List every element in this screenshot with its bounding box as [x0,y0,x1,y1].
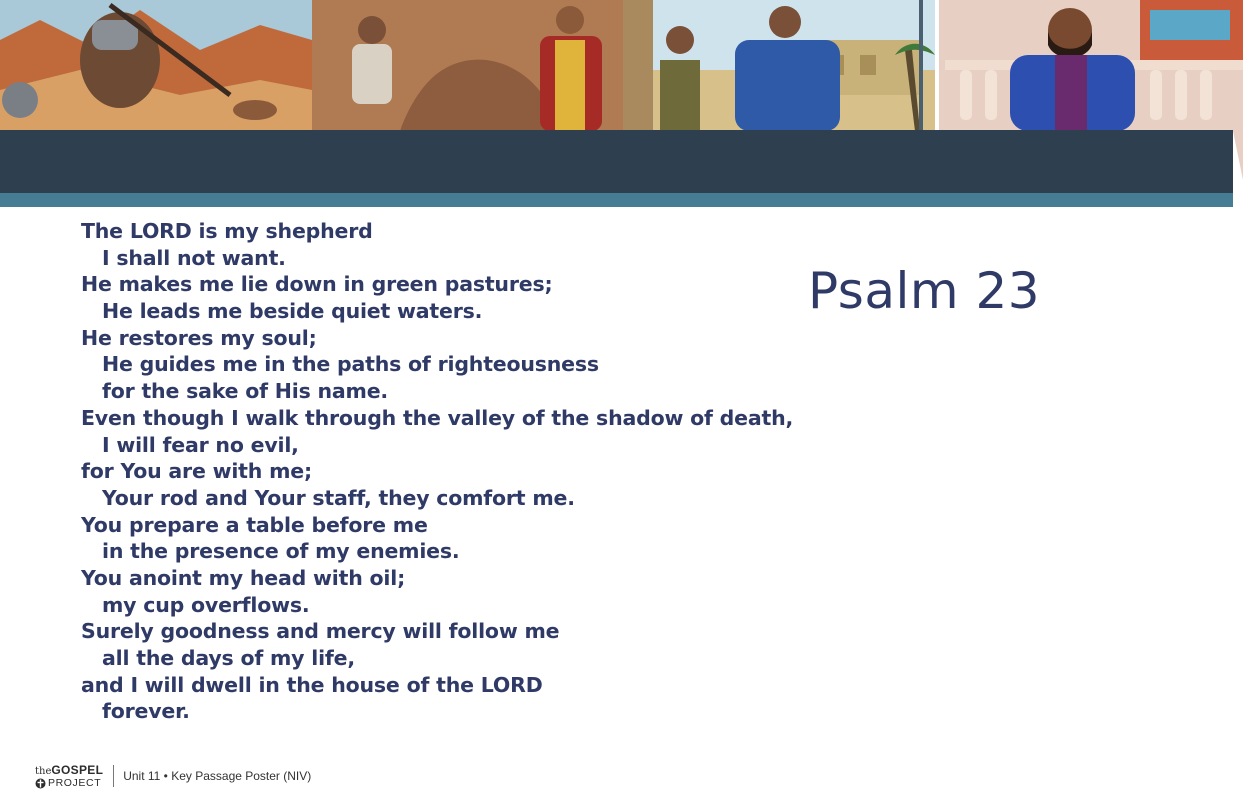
passage-line: and I will dwell in the house of the LORD [81,672,543,697]
logo-project: PROJECT [48,776,102,789]
passage-line: You prepare a table before me [81,512,428,537]
logo-the: the [35,765,52,777]
passage-line: The LORD is my shepherd [81,219,373,243]
banner-panel-city [623,0,935,131]
passage-line: Even though I walk through the valley of the shadow of death, [81,405,794,430]
passage-line: forever. [102,699,190,724]
banner-panel-cave [312,0,623,131]
gospel-project-logo [35,764,103,789]
passage-line: He makes me lie down in green pastures; [81,272,553,297]
footer-divider [113,765,114,787]
banner-panel-battle [0,0,312,131]
passage-line: I will fear no evil, [102,432,299,457]
key-passage-text [81,218,901,725]
logo-gospel: GOSPEL [51,762,104,777]
passage-line: my cup overflows. [102,592,310,617]
footer [35,762,311,790]
poster-title: Psalm 23 [808,262,1041,320]
passage-line: Surely goodness and mercy will follow me [81,619,560,644]
passage-line: in the presence of my enemies. [102,539,460,564]
passage-line: for the sake of His name. [102,379,388,404]
passage-line: I shall not want. [102,245,286,270]
passage-line: Your rod and Your staff, they comfort me. [102,485,575,510]
passage-line: all the days of my life, [102,646,355,670]
passage-line: He leads me beside quiet waters. [102,299,483,324]
passage-line: You anoint my head with oil; [81,565,406,590]
header-band-dark [0,130,1233,193]
passage-line: for You are with me; [81,459,312,484]
footer-label: Unit 11 • Key Passage Poster (NIV) [123,769,312,783]
passage-line: He guides me in the paths of righteousness [102,352,599,377]
passage-line: He restores my soul; [81,325,317,350]
cross-globe-icon [35,778,46,789]
header-band-teal [0,193,1233,207]
